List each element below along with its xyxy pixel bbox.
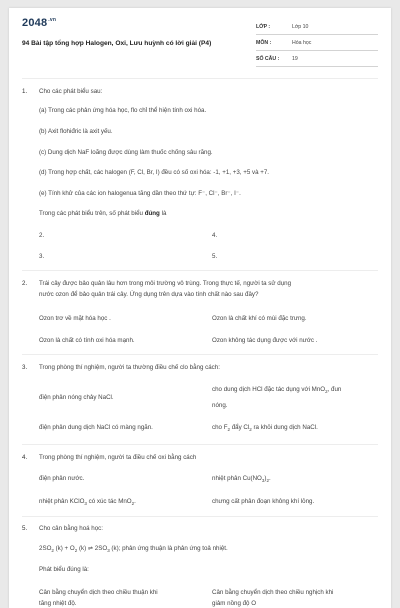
answer-option-d[interactable]: Ozon không tác dụng được với nước . — [212, 337, 318, 344]
question-number: 3. — [22, 364, 28, 371]
divider — [22, 354, 378, 355]
meta-row-subject: MÔN : Hóa học — [256, 38, 378, 51]
statement-e: (e) Tính khử của các ion halogenua tăng dần theo thứ tự: F⁻, Cl⁻, Br⁻, I⁻. — [39, 190, 241, 197]
answer-option-a[interactable]: điện phân nóng chảy NaCl. — [39, 394, 114, 401]
answer-option-c[interactable]: 3. — [39, 253, 45, 260]
document-title: 94 Bài tập tổng hợp Halogen, Oxi, Lưu huỳnh có lời giải (P4) — [22, 40, 212, 47]
question-ask: Trong các phát biểu trên, số phát biểu đúng là — [39, 210, 167, 217]
answer-option-a[interactable]: Cân bằng chuyển dịch theo chiều thuận khi — [39, 589, 158, 596]
question-number: 5. — [22, 525, 28, 532]
divider — [22, 516, 378, 517]
answer-option-a[interactable]: Ozon trơ về mặt hóa học . — [39, 315, 111, 322]
answer-option-d[interactable]: chưng cất phân đoạn không khí lỏng. — [212, 498, 315, 505]
answer-option-b[interactable]: 4. — [212, 232, 218, 239]
document-page — [9, 8, 391, 608]
statement-d: (d) Trong hợp chất, các halogen (F, Cl, Br, I) đều có số oxi hóa: -1, +1, +3, +5 và +7. — [39, 169, 270, 176]
answer-option-c[interactable]: nhiệt phân KClO$_3$ có xúc tác MnO$_2$. — [39, 498, 136, 507]
equilibrium-arrow-icon: ⇌ — [87, 545, 94, 552]
equilibrium-equation: $2SO_2$ $(k) + O_2$ (k) ⇌ $2SO_3$ (k); phản ứng thuận là phản ứng toả nhiệt. — [39, 545, 228, 554]
question-stem-line-2: nước ozon để bảo quản trái cây. Ứng dụng trên dựa vào tính chất nào sau đây? — [39, 291, 259, 298]
document-header — [9, 8, 391, 72]
statement-a: (a) Trong các phản ứng hóa học, flo chỉ thể hiện tính oxi hóa. — [39, 107, 207, 114]
divider — [22, 78, 378, 79]
question-stem: Cho các phát biểu sau: — [39, 88, 103, 95]
question-number: 2. — [22, 280, 28, 287]
answer-option-b-continued: giảm nồng độ O — [212, 600, 257, 607]
statement-b: (b) Axit flohiđric là axit yếu. — [39, 128, 113, 135]
site-logo[interactable]: $2048^{.vn}$ — [22, 17, 57, 29]
question-stem: Trong phòng thí nghiệm, người ta điều chế oxi bằng cách — [39, 454, 197, 461]
question-ask: Phát biểu đúng là: — [39, 566, 89, 573]
question-stem-line-1: Trái cây được bảo quản lâu hơn trong môi trường vô trùng. Trong thực tế, người ta sử dụng — [39, 280, 292, 287]
answer-option-a[interactable]: 2. — [39, 232, 45, 239]
statement-c: (c) Dung dịch NaF loãng được dùng làm thuốc chống sâu răng. — [39, 149, 213, 156]
answer-option-c[interactable]: Ozon là chất có tính oxi hóa mạnh. — [39, 337, 135, 344]
question-stem: Trong phòng thí nghiệm, người ta thường điều chế clo bằng cách: — [39, 364, 220, 371]
answer-option-c[interactable]: điện phân dung dịch NaCl có màng ngăn. — [39, 424, 153, 431]
meta-panel — [256, 22, 378, 70]
question-stem: Cho cân bằng hoá học: — [39, 525, 103, 532]
answer-option-d[interactable]: cho $F_2$ đẩy $Cl_2$ ra khỏi dung dịch NaCl. — [212, 424, 318, 433]
meta-row-question-count: SỐ CÂU : 19 — [256, 54, 378, 67]
answer-option-b-continued: nóng. — [212, 402, 228, 409]
divider — [22, 444, 378, 445]
answer-option-b[interactable]: Ozon là chất khí có mùi đặc trưng. — [212, 315, 307, 322]
answer-option-a[interactable]: điện phân nước. — [39, 475, 85, 482]
divider — [22, 270, 378, 271]
answer-option-b[interactable]: nhiệt phân $Cu(NO_3)_2$. — [212, 475, 271, 484]
answer-option-b[interactable]: cho dung dịch HCl đặc tác dụng với MnO$_2$, đun — [212, 386, 342, 395]
answer-option-d[interactable]: 5. — [212, 253, 218, 260]
answer-option-b[interactable]: Cân bằng chuyển dịch theo chiều nghịch khi — [212, 589, 334, 596]
question-number: 1. — [22, 88, 28, 95]
meta-row-class: LỚP : Lớp 10 — [256, 22, 378, 35]
question-number: 4. — [22, 454, 28, 461]
answer-option-a-continued: tăng nhiệt độ. — [39, 600, 77, 607]
